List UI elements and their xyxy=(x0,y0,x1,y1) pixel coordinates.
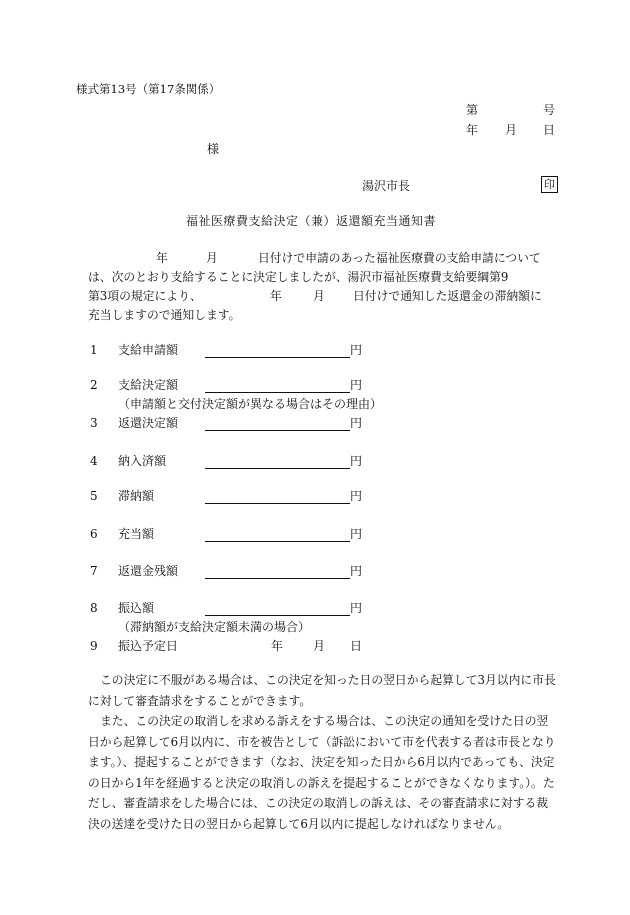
item-number: 2 xyxy=(90,378,98,392)
appeal-paragraph-2: また、この決定の取消しを求める訴えをする場合は、この決定の通知を受けた日の翌日から起算して6月以内に、市を被告として（訴訟において市を代表する者は市長となります。）、提起することができます（なお、決定を知った日から6月以内であっても、決定の日から1年を経過すると決定の取消しの訴えを提起することができなくなります。）。ただし、審査請求をした場合には、この決定の取消しの訴えは、その審査請求に対する裁決の送達を受けた日の翌日から起算して6月以内に提起しなければなりません。 xyxy=(88,714,556,831)
appeal-notice xyxy=(88,670,558,834)
item-number: 4 xyxy=(90,454,98,468)
yen-unit: 円 xyxy=(350,489,363,503)
yen-unit: 円 xyxy=(350,416,363,430)
intro-line-1-text: 日付けで申請のあった福祉医療費の支給申請について xyxy=(258,251,541,265)
item-number: 3 xyxy=(90,416,98,430)
item-label: 返還決定額 xyxy=(118,416,179,430)
item-label: 滞納額 xyxy=(118,489,155,503)
item-note: （滞納額が支給決定額未満の場合） xyxy=(118,620,311,634)
yen-unit: 円 xyxy=(350,343,363,357)
intro-line-3-text: 日付けで通知した返還金の滞納額に xyxy=(353,289,542,303)
doc-number-prefix: 第 xyxy=(466,103,479,117)
form-number: 様式第13号（第17条関係） xyxy=(76,82,221,96)
item-label: 充当額 xyxy=(118,527,155,541)
amount-field-line[interactable] xyxy=(205,468,350,469)
item-label: 納入済額 xyxy=(118,454,167,468)
date-year: 年 xyxy=(466,123,479,137)
intro-line-4: 充当しますので通知します。 xyxy=(88,308,241,322)
amount-field-line[interactable] xyxy=(205,392,350,393)
yen-unit: 円 xyxy=(350,378,363,392)
intro-line-2: は、次のとおり支給することに決定しましたが、湯沢市福祉医療費支給要綱第9 xyxy=(88,270,509,284)
item-number: 6 xyxy=(90,527,98,541)
transfer-date-year: 年 xyxy=(271,639,284,653)
date-month: 月 xyxy=(505,123,518,137)
intro-line-3-a: 第3項の規定により、 xyxy=(88,289,202,303)
yen-unit: 円 xyxy=(350,601,363,615)
document-title: 福祉医療費支給決定（兼）返還額充当通知書 xyxy=(186,214,437,228)
amount-field-line[interactable] xyxy=(205,357,350,358)
item-number: 7 xyxy=(90,564,98,578)
item-label: 支給申請額 xyxy=(118,343,179,357)
item-number: 5 xyxy=(90,489,98,503)
transfer-date-month: 月 xyxy=(313,639,326,653)
item-label: 返還金残額 xyxy=(118,564,179,578)
item-number: 8 xyxy=(90,601,98,615)
seal-mark: 印 xyxy=(541,176,558,193)
amount-field-line[interactable] xyxy=(205,541,350,542)
yen-unit: 円 xyxy=(350,454,363,468)
amount-field-line[interactable] xyxy=(205,430,350,431)
intro-line-3 xyxy=(88,287,554,306)
issuer: 湯沢市長 xyxy=(362,179,411,193)
intro-month-2: 月 xyxy=(313,289,325,303)
intro-year-2: 年 xyxy=(270,289,282,303)
item-label: 支給決定額 xyxy=(118,378,179,392)
amount-field-line[interactable] xyxy=(205,578,350,579)
intro-month-1: 月 xyxy=(206,251,218,265)
yen-unit: 円 xyxy=(350,527,363,541)
amount-field-line[interactable] xyxy=(205,615,350,616)
item-label: 振込予定日 xyxy=(118,639,179,653)
date-day: 日 xyxy=(543,123,556,137)
yen-unit: 円 xyxy=(350,564,363,578)
intro-line-1 xyxy=(88,249,554,268)
item-number: 9 xyxy=(90,639,98,653)
amount-field-line[interactable] xyxy=(205,503,350,504)
item-label: 振込額 xyxy=(118,601,155,615)
addressee-suffix: 様 xyxy=(207,142,220,156)
transfer-date-day: 日 xyxy=(350,639,363,653)
appeal-paragraph-1: この決定に不服がある場合は、この決定を知った日の翌日から起算して3月以内に市長に対して審査請求をすることができます。 xyxy=(88,673,556,708)
intro-paragraph xyxy=(88,249,554,325)
intro-year-1: 年 xyxy=(156,251,168,265)
item-note: （申請額と交付決定額が異なる場合はその理由） xyxy=(118,397,383,411)
doc-number-suffix: 号 xyxy=(543,103,556,117)
item-number: 1 xyxy=(90,343,98,357)
